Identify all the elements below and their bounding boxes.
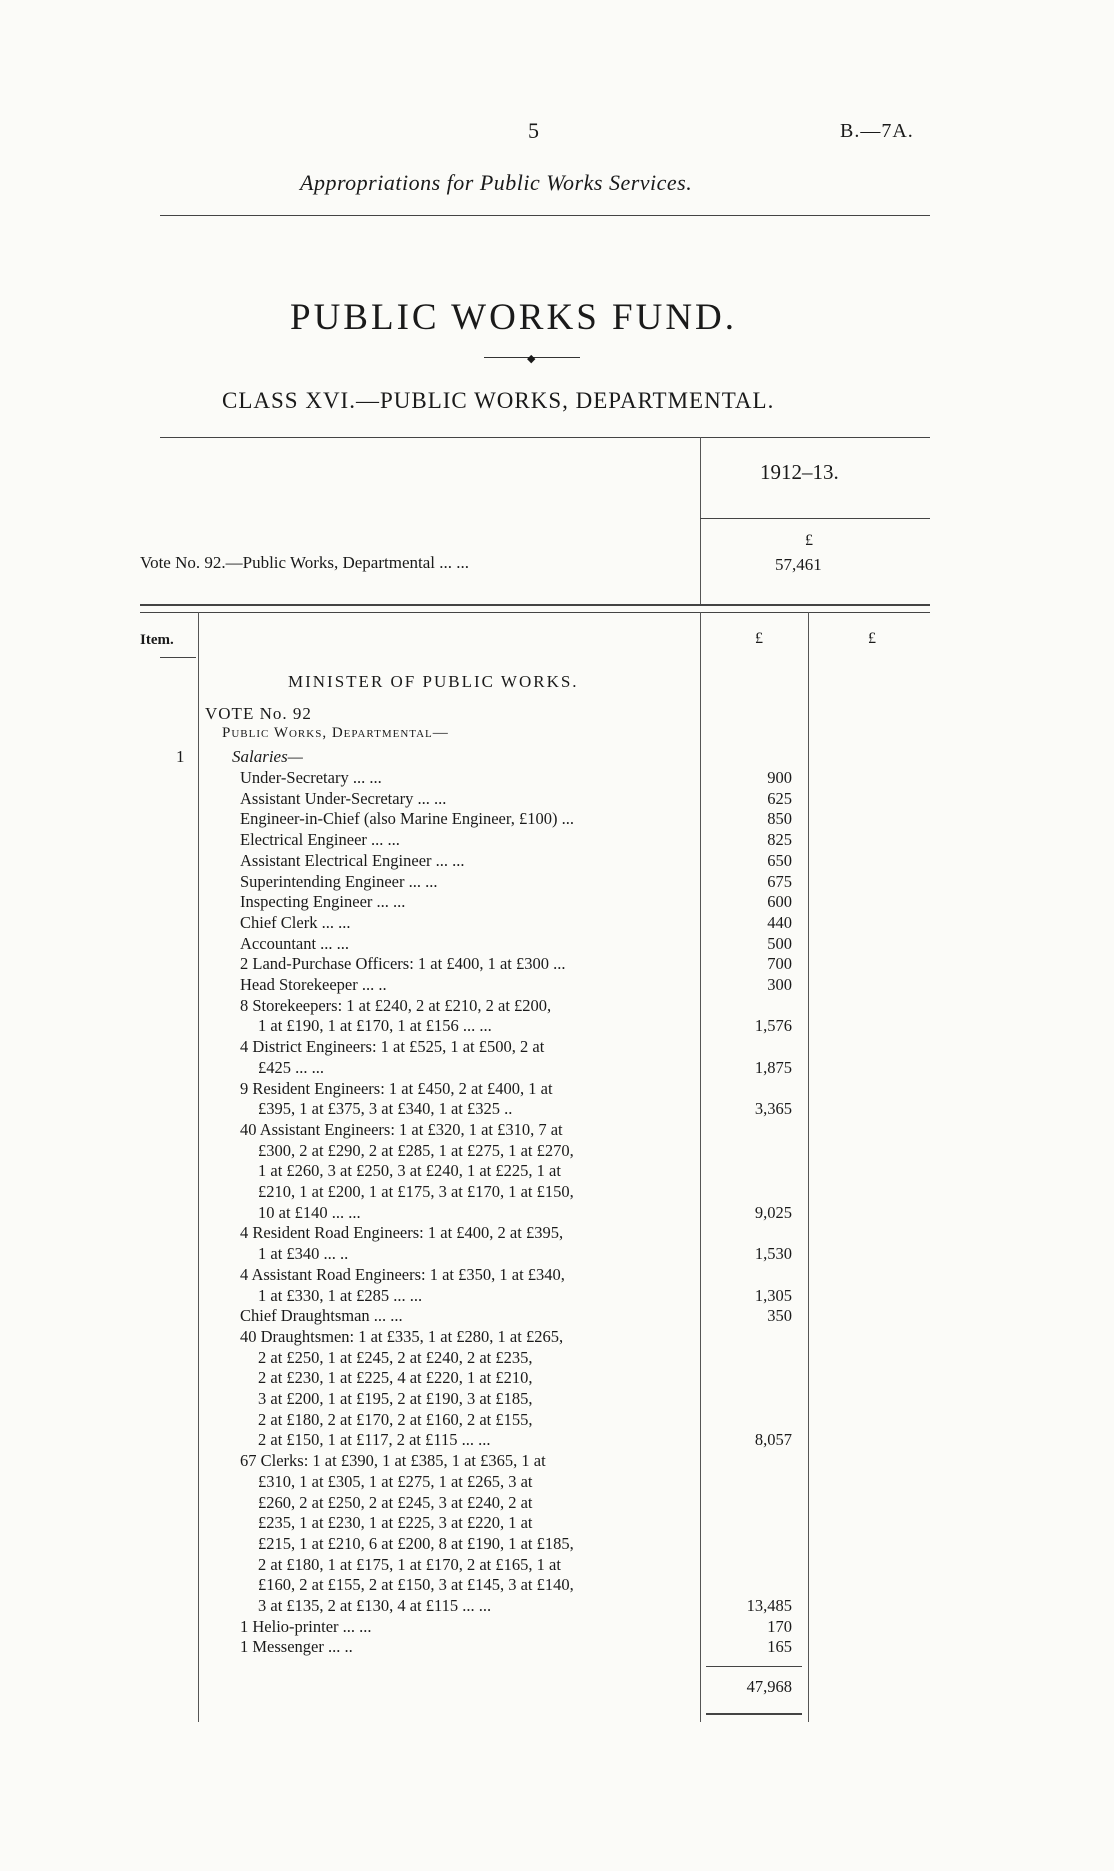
table-top-rule <box>140 604 930 606</box>
salary-row-text: Under-Secretary ... ... <box>240 768 382 787</box>
page-subtitle: Appropriations for Public Works Services. <box>300 170 693 195</box>
salary-row <box>240 954 690 975</box>
salary-row-text: Assistant Under-Secretary ... ... <box>240 788 447 808</box>
salary-row-text: 1 Messenger ... .. <box>240 1637 353 1657</box>
salary-row-text: 2 at £180, 1 at £175, 1 at £170, 2 at £165, 1 at <box>258 1554 561 1574</box>
salary-row-text: Engineer-in-Chief (also Marine Engineer, £100) ... <box>240 809 574 829</box>
salary-row-text: £425 ... ... <box>258 1057 324 1077</box>
fiscal-year: 1912–13. <box>760 460 839 484</box>
salary-amount: 350 <box>767 1306 792 1326</box>
year-rule <box>700 518 930 519</box>
salary-amount: 500 <box>767 933 792 953</box>
salary-row <box>240 872 690 893</box>
salary-row-text: £160, 2 at £155, 2 at £150, 3 at £145, 3 at £140, <box>258 1575 574 1595</box>
subtotal-rule <box>706 1666 802 1667</box>
salary-amount: 1,305 <box>754 1285 792 1305</box>
year-column-divider <box>700 437 701 605</box>
salary-row-text: 3 at £135, 2 at £130, 4 at £115 ... ... <box>258 1596 492 1616</box>
salary-row-text: 1 at £260, 3 at £250, 3 at £240, 1 at £225, 1 at <box>258 1161 561 1181</box>
salary-row-text: Assistant Electrical Engineer ... ... <box>240 850 465 870</box>
subtotal-double-rule <box>706 1713 802 1715</box>
total-column-divider <box>808 612 809 1722</box>
salary-row <box>240 789 690 810</box>
amount-column-divider <box>700 612 701 1722</box>
salary-row-text: 1 at £340 ... .. <box>258 1244 349 1264</box>
class-heading: CLASS XVI.—PUBLIC WORKS, DEPARTMENTAL. <box>222 388 775 413</box>
salary-amount: 1,875 <box>754 1057 792 1077</box>
salary-row-text: £310, 1 at £305, 1 at £275, 1 at £265, 3 at <box>258 1471 533 1491</box>
subhead-heading: Public Works, Departmental— <box>222 725 449 741</box>
page-title: PUBLIC WORKS FUND. <box>290 297 738 338</box>
vote-number-heading: VOTE No. 92 <box>205 704 312 723</box>
salary-row-text: £260, 2 at £250, 2 at £245, 3 at £240, 2 at <box>258 1492 533 1512</box>
salary-row-text: Inspecting Engineer ... ... <box>240 892 406 912</box>
vote-label: Vote No. 92.—Public Works, Departmental ... ... <box>140 553 469 572</box>
salary-row-text: 4 Resident Road Engineers: 1 at £400, 2 at £395, <box>240 1223 564 1243</box>
salary-amount: 3,365 <box>754 1099 792 1119</box>
salary-row-text: £215, 1 at £210, 6 at £200, 8 at £190, 1 at £185, <box>258 1533 574 1553</box>
salary-row <box>240 830 690 851</box>
salary-row <box>240 1617 690 1638</box>
header-rule <box>160 215 930 216</box>
salary-row-text: 2 Land-Purchase Officers: 1 at £400, 1 at £300 ... <box>240 954 566 974</box>
salary-row-text: 8 Storekeepers: 1 at £240, 2 at £210, 2 at £200, <box>240 995 552 1015</box>
title-ornament-dot: ◆ <box>527 353 536 365</box>
salary-row-text: 2 at £230, 1 at £225, 4 at £220, 1 at £210, <box>258 1368 533 1388</box>
salary-row-text: Accountant ... ... <box>240 933 350 953</box>
salary-row-text: Chief Clerk ... ... <box>240 912 351 932</box>
salary-amount: 165 <box>767 1637 792 1657</box>
salary-amount: 675 <box>767 871 792 891</box>
item-header-rule <box>160 657 196 658</box>
item-column-header: Item. <box>140 632 174 648</box>
salary-row-text: £235, 1 at £230, 1 at £225, 3 at £220, 1 at <box>258 1513 533 1533</box>
salary-row-text: 2 at £250, 1 at £245, 2 at £240, 2 at £235, <box>258 1347 533 1367</box>
salary-row <box>240 975 690 996</box>
salary-row <box>240 892 690 913</box>
salary-amount: 625 <box>767 788 792 808</box>
salary-row-text: 1 at £190, 1 at £170, 1 at £156 ... ... <box>258 1016 492 1036</box>
salary-amount: 850 <box>767 809 792 829</box>
total-column-currency: £ <box>868 630 876 647</box>
page-number: 5 <box>528 118 539 143</box>
item-column-divider <box>198 612 199 1722</box>
salary-row-text: 10 at £140 ... ... <box>258 1202 361 1222</box>
salary-row-text: Head Storekeeper ... .. <box>240 975 387 994</box>
salary-row <box>240 1120 690 1224</box>
salary-row-text: 4 Assistant Road Engineers: 1 at £350, 1 at £340, <box>240 1264 565 1284</box>
salary-row-text: 40 Draughtsmen: 1 at £335, 1 at £280, 1 at £265, <box>240 1326 564 1346</box>
salary-row <box>240 1265 690 1306</box>
item-number: 1 <box>176 747 185 766</box>
salary-amount: 9,025 <box>754 1202 792 1222</box>
salary-row-text: £300, 2 at £290, 2 at £285, 1 at £275, 1 at £270, <box>258 1140 574 1160</box>
salary-row-text: 3 at £200, 1 at £195, 2 at £190, 3 at £185, <box>258 1389 533 1408</box>
salary-row <box>240 1327 690 1451</box>
salary-row-text: 1 at £330, 1 at £285 ... ... <box>258 1285 423 1305</box>
salaries-heading: Salaries— <box>232 747 303 766</box>
salary-row-text: 40 Assistant Engineers: 1 at £320, 1 at £310, 7 at <box>240 1119 563 1139</box>
salary-row-text: 2 at £150, 1 at £117, 2 at £115 ... ... <box>258 1430 491 1450</box>
salary-amount: 300 <box>767 975 792 994</box>
subtotal-amount: 47,968 <box>746 1677 792 1696</box>
salary-row <box>240 1306 690 1327</box>
salary-amount: 1,576 <box>754 1016 792 1036</box>
salary-row-text: 1 Helio-printer ... ... <box>240 1616 372 1636</box>
amount-column-currency: £ <box>755 630 763 647</box>
salary-amount: 700 <box>767 954 792 974</box>
vote-amount: 57,461 <box>775 555 822 574</box>
vote-currency: £ <box>805 532 813 549</box>
salary-row <box>240 768 690 789</box>
salary-amount: 825 <box>767 830 792 850</box>
minister-heading: MINISTER OF PUBLIC WORKS. <box>288 672 579 691</box>
salary-row-text: 2 at £180, 2 at £170, 2 at £160, 2 at £155, <box>258 1409 533 1429</box>
class-rule <box>160 437 930 438</box>
salary-row <box>240 851 690 872</box>
salary-row-text: 4 District Engineers: 1 at £525, 1 at £500, 2 at <box>240 1037 545 1057</box>
salary-row-text: Chief Draughtsman ... ... <box>240 1306 403 1326</box>
salary-row-text: Superintending Engineer ... ... <box>240 871 438 891</box>
salary-amount: 8,057 <box>754 1430 792 1450</box>
document-reference: B.—7A. <box>840 120 914 142</box>
salary-row <box>240 1451 690 1617</box>
salary-amount: 440 <box>767 912 792 932</box>
salary-row <box>240 934 690 955</box>
salary-amount: 1,530 <box>754 1244 792 1264</box>
salary-amount: 600 <box>767 892 792 912</box>
table-top-rule-thin <box>140 612 930 613</box>
salary-row <box>240 913 690 934</box>
salary-row-text: 67 Clerks: 1 at £390, 1 at £385, 1 at £365, 1 at <box>240 1451 546 1471</box>
salary-row-text: £210, 1 at £200, 1 at £175, 3 at £170, 1 at £150, <box>258 1182 574 1201</box>
salary-row <box>240 1223 690 1264</box>
salary-amount: 900 <box>767 768 792 787</box>
salary-amount: 170 <box>767 1616 792 1636</box>
salary-row <box>240 996 690 1037</box>
salary-row-text: £395, 1 at £375, 3 at £340, 1 at £325 .. <box>258 1099 513 1119</box>
salary-row-text: Electrical Engineer ... ... <box>240 830 400 850</box>
salary-amount: 13,485 <box>746 1596 792 1615</box>
salary-row <box>240 1037 690 1078</box>
salary-row <box>240 1637 690 1658</box>
salary-amount: 650 <box>767 850 792 870</box>
salary-row-text: 9 Resident Engineers: 1 at £450, 2 at £400, 1 at <box>240 1078 553 1098</box>
salary-row <box>240 809 690 830</box>
salary-row <box>240 1079 690 1120</box>
